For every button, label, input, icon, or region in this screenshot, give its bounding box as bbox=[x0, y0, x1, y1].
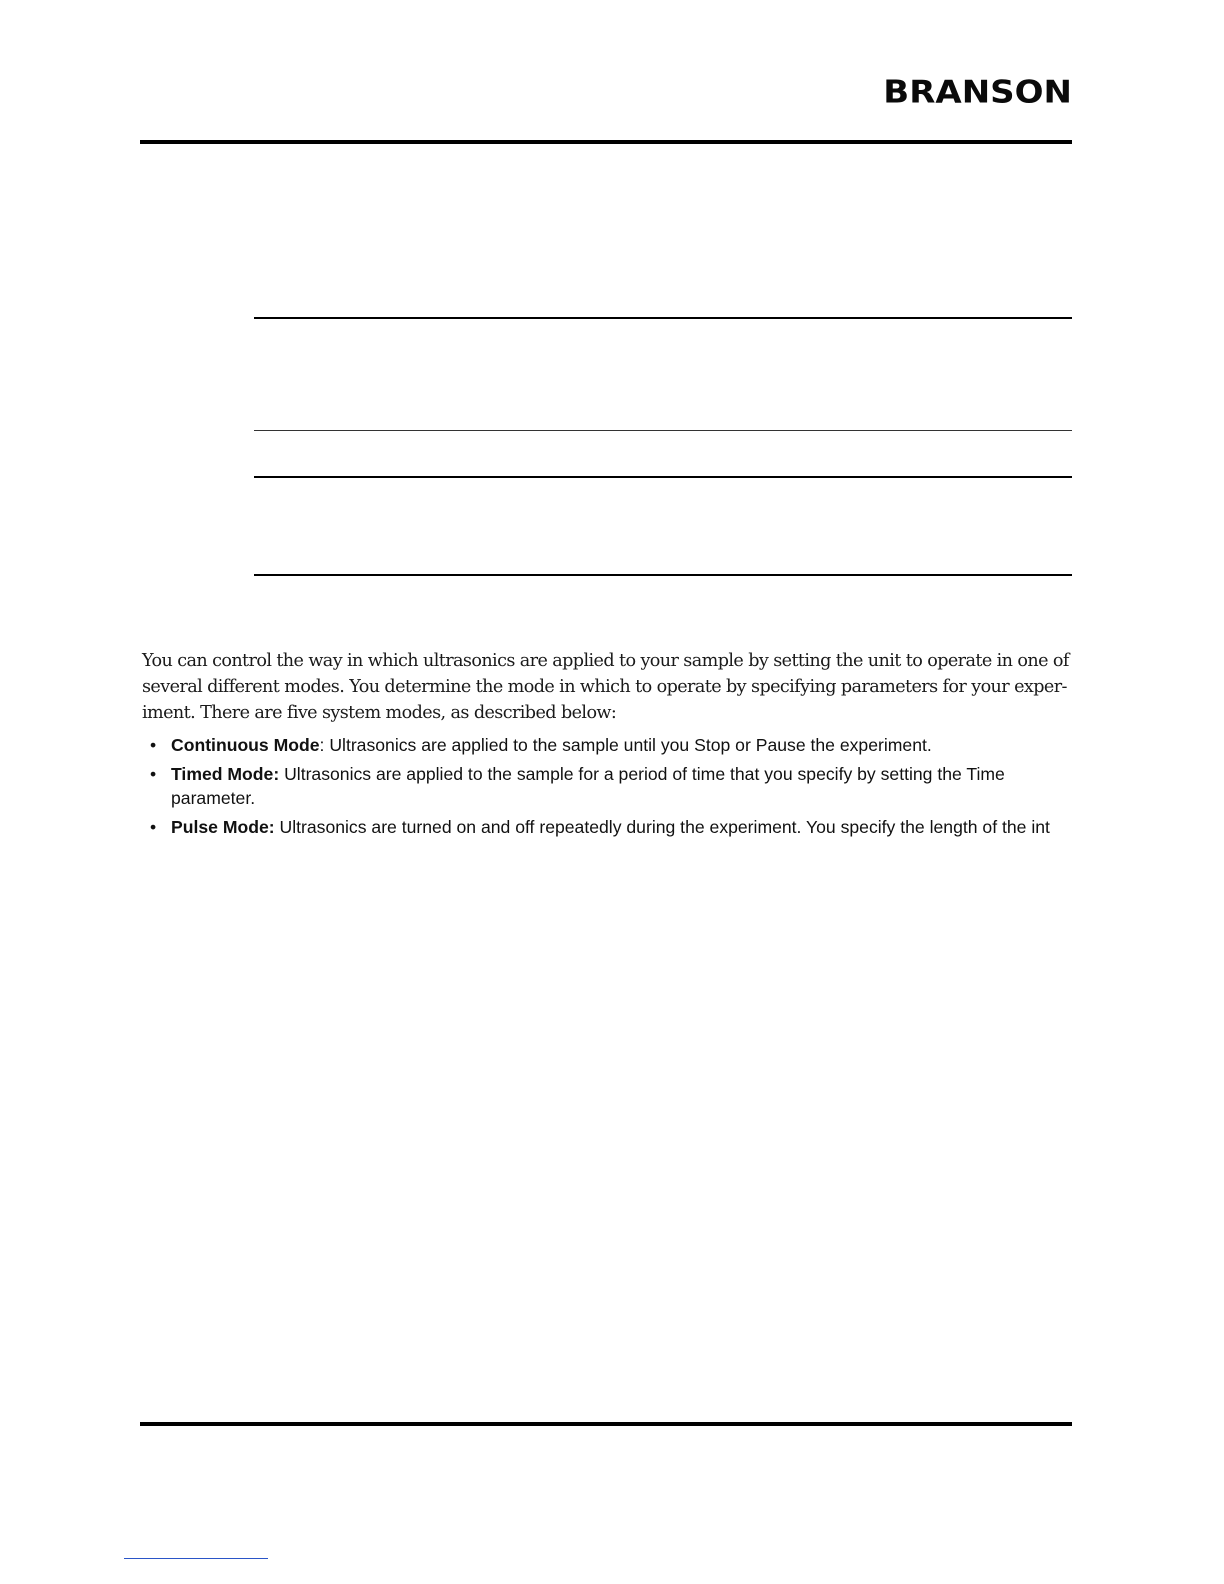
bullet-icon: • bbox=[150, 817, 157, 837]
mode-description: : Ultrasonics are applied to the sample until you Stop or Pause the experiment. bbox=[319, 735, 932, 755]
mode-item-timed bbox=[150, 762, 1080, 810]
intro-paragraph: You can control the way in which ultrasonics are applied to your sample by setting the unit to operate in one of several different modes. You determine the mode in which to operate by specifying parameters for your exper-iment. There are five system modes, as described below: bbox=[142, 651, 1069, 723]
section-rule-1 bbox=[254, 317, 1072, 319]
mode-item-pulse bbox=[150, 815, 1080, 839]
mode-description: Ultrasonics are turned on and off repeatedly during the experiment. You specify the length of the int bbox=[274, 817, 1050, 837]
section-rule-3 bbox=[254, 476, 1072, 478]
bullet-icon: • bbox=[150, 735, 157, 755]
section-rule-4 bbox=[254, 574, 1072, 576]
mode-description: Ultrasonics are applied to the sample for a period of time that you specify by setting the Time parameter. bbox=[171, 764, 1005, 808]
mode-term: Pulse Mode: bbox=[171, 817, 275, 837]
link-underline bbox=[124, 1558, 268, 1559]
mode-term: Continuous Mode bbox=[171, 735, 320, 755]
mode-term: Timed Mode: bbox=[171, 764, 280, 784]
bullet-icon: • bbox=[150, 764, 157, 784]
header-rule bbox=[140, 140, 1072, 144]
section-rule-2 bbox=[254, 430, 1072, 431]
branson-logo: BRANSON bbox=[883, 74, 1072, 111]
modes-list bbox=[150, 733, 1080, 844]
mode-item-continuous bbox=[150, 733, 1080, 757]
footer-rule bbox=[140, 1422, 1072, 1426]
